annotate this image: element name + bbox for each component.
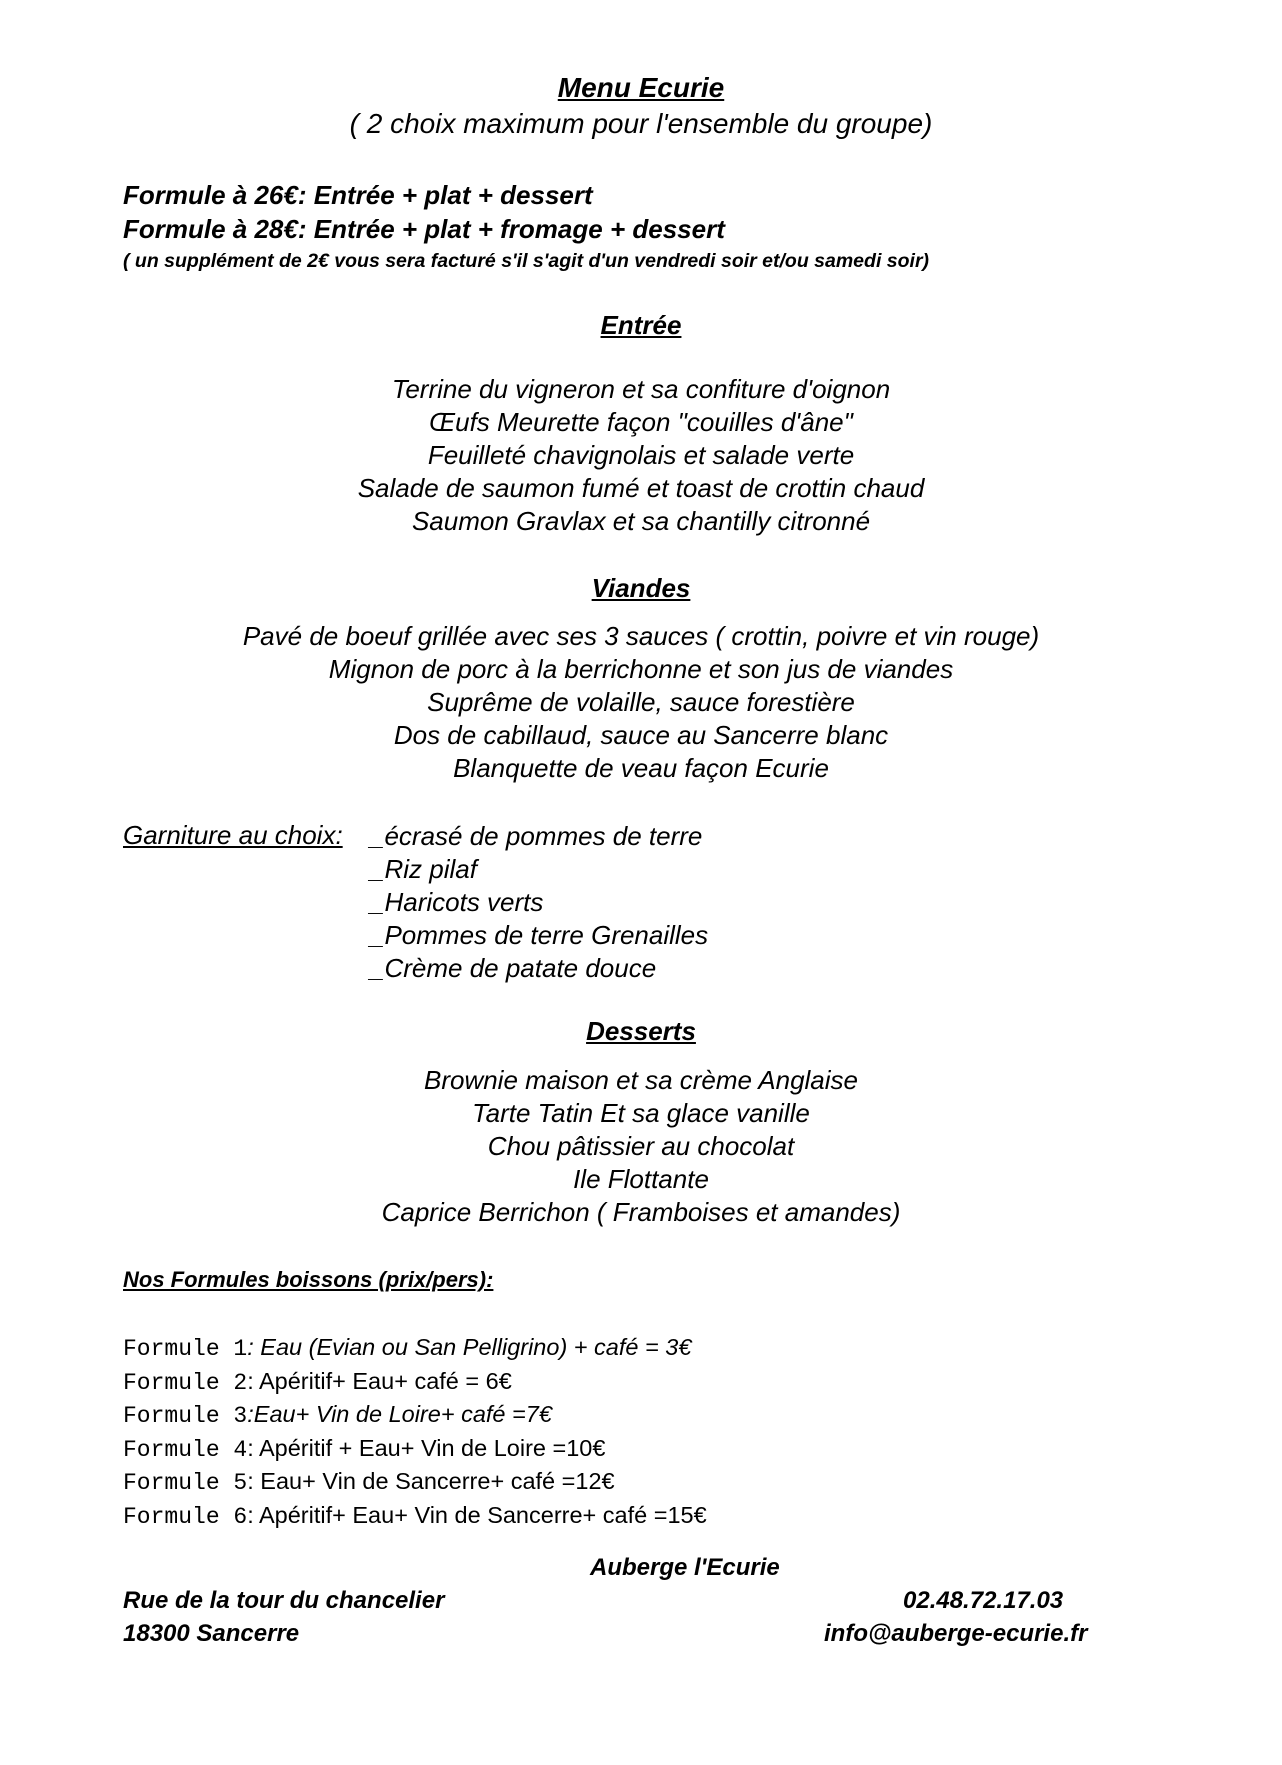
address-street: Rue de la tour du chancelier (123, 1587, 445, 1614)
list-item: Mignon de porc à la berrichonne et son jus de viandes (328, 654, 954, 684)
list-item (123, 1500, 707, 1534)
list-item: Œufs Meurette façon "couilles d'âne" (429, 407, 853, 437)
boissons-heading: Nos Formules boissons (prix/pers): (123, 1267, 494, 1292)
list-item: _écrasé de pommes de terre (370, 821, 703, 851)
boissons-list (123, 1332, 707, 1533)
menu-title: Menu Ecurie (557, 72, 725, 103)
desserts-list (0, 1064, 1282, 1229)
formula-label: Formule 6 (123, 1503, 248, 1530)
list-item: _Haricots verts (370, 887, 544, 917)
viandes-heading: Viandes (591, 573, 691, 603)
list-item: _Crème de patate douce (370, 953, 657, 983)
list-item: Blanquette de veau façon Ecurie (453, 753, 829, 783)
formula-28: Formule à 28€: Entrée + plat + fromage + dessert (123, 214, 725, 244)
desserts-heading: Desserts (586, 1016, 696, 1046)
list-item (123, 1399, 707, 1433)
garniture-list (370, 820, 708, 985)
formula-text: : Apéritif+ Eau+ café = 6€ (247, 1367, 512, 1394)
formula-label: Formule 2 (123, 1369, 248, 1396)
menu-subtitle: ( 2 choix maximum pour l'ensemble du groupe) (349, 108, 933, 139)
list-item: Caprice Berrichon ( Framboises et amandes) (381, 1197, 901, 1227)
formula-text: : Apéritif + Eau+ Vin de Loire =10€ (247, 1434, 606, 1461)
list-item (123, 1366, 707, 1400)
viandes-list (0, 620, 1282, 785)
list-item: Ile Flottante (573, 1164, 709, 1194)
formula-text: : Eau+ Vin de Sancerre+ café =12€ (247, 1468, 615, 1494)
formula-label: Formule 5 (123, 1470, 248, 1496)
formula-label: Formule 1 (123, 1336, 248, 1362)
garniture-label: Garniture au choix: (123, 820, 343, 850)
list-item (123, 1433, 707, 1467)
formula-text: : Eau (Evian ou San Pelligrino) + café = 3€ (247, 1334, 692, 1360)
list-item: Dos de cabillaud, sauce au Sancerre blanc (393, 720, 889, 750)
supplement-note: ( un supplément de 2€ vous sera facturé s'il s'agit d'un vendredi soir et/ou samedi soir) (123, 250, 930, 272)
list-item: Terrine du vigneron et sa confiture d'oignon (391, 374, 891, 404)
list-item: Tarte Tatin Et sa glace vanille (472, 1098, 810, 1128)
entree-list (0, 373, 1282, 538)
list-item: Salade de saumon fumé et toast de crottin chaud (357, 473, 925, 503)
formula-label: Formule 4 (123, 1436, 248, 1463)
list-item (123, 1466, 707, 1500)
email-address: info@auberge-ecurie.fr (824, 1620, 1088, 1647)
restaurant-name: Auberge l'Ecurie (590, 1554, 780, 1581)
list-item (123, 1332, 707, 1366)
address-city: 18300 Sancerre (123, 1620, 300, 1647)
formula-26: Formule à 26€: Entrée + plat + dessert (123, 180, 593, 210)
list-item: _Riz pilaf (370, 854, 477, 884)
formula-text: :Eau+ Vin de Loire+ café =7€ (247, 1401, 552, 1427)
formula-text: : Apéritif+ Eau+ Vin de Sancerre+ café =15€ (247, 1501, 707, 1528)
entree-heading: Entrée (600, 310, 682, 340)
phone-number: 02.48.72.17.03 (903, 1587, 1064, 1614)
list-item: Brownie maison et sa crème Anglaise (423, 1065, 858, 1095)
list-item: Feuilleté chavignolais et salade verte (427, 440, 855, 470)
list-item: Saumon Gravlax et sa chantilly citronné (411, 506, 871, 536)
list-item: _Pommes de terre Grenailles (370, 920, 709, 950)
list-item: Chou pâtissier au chocolat (487, 1131, 795, 1161)
list-item: Pavé de boeuf grillée avec ses 3 sauces ( crottin, poivre et vin rouge) (242, 621, 1040, 651)
formula-label: Formule 3 (123, 1403, 248, 1429)
list-item: Suprême de volaille, sauce forestière (427, 687, 855, 717)
